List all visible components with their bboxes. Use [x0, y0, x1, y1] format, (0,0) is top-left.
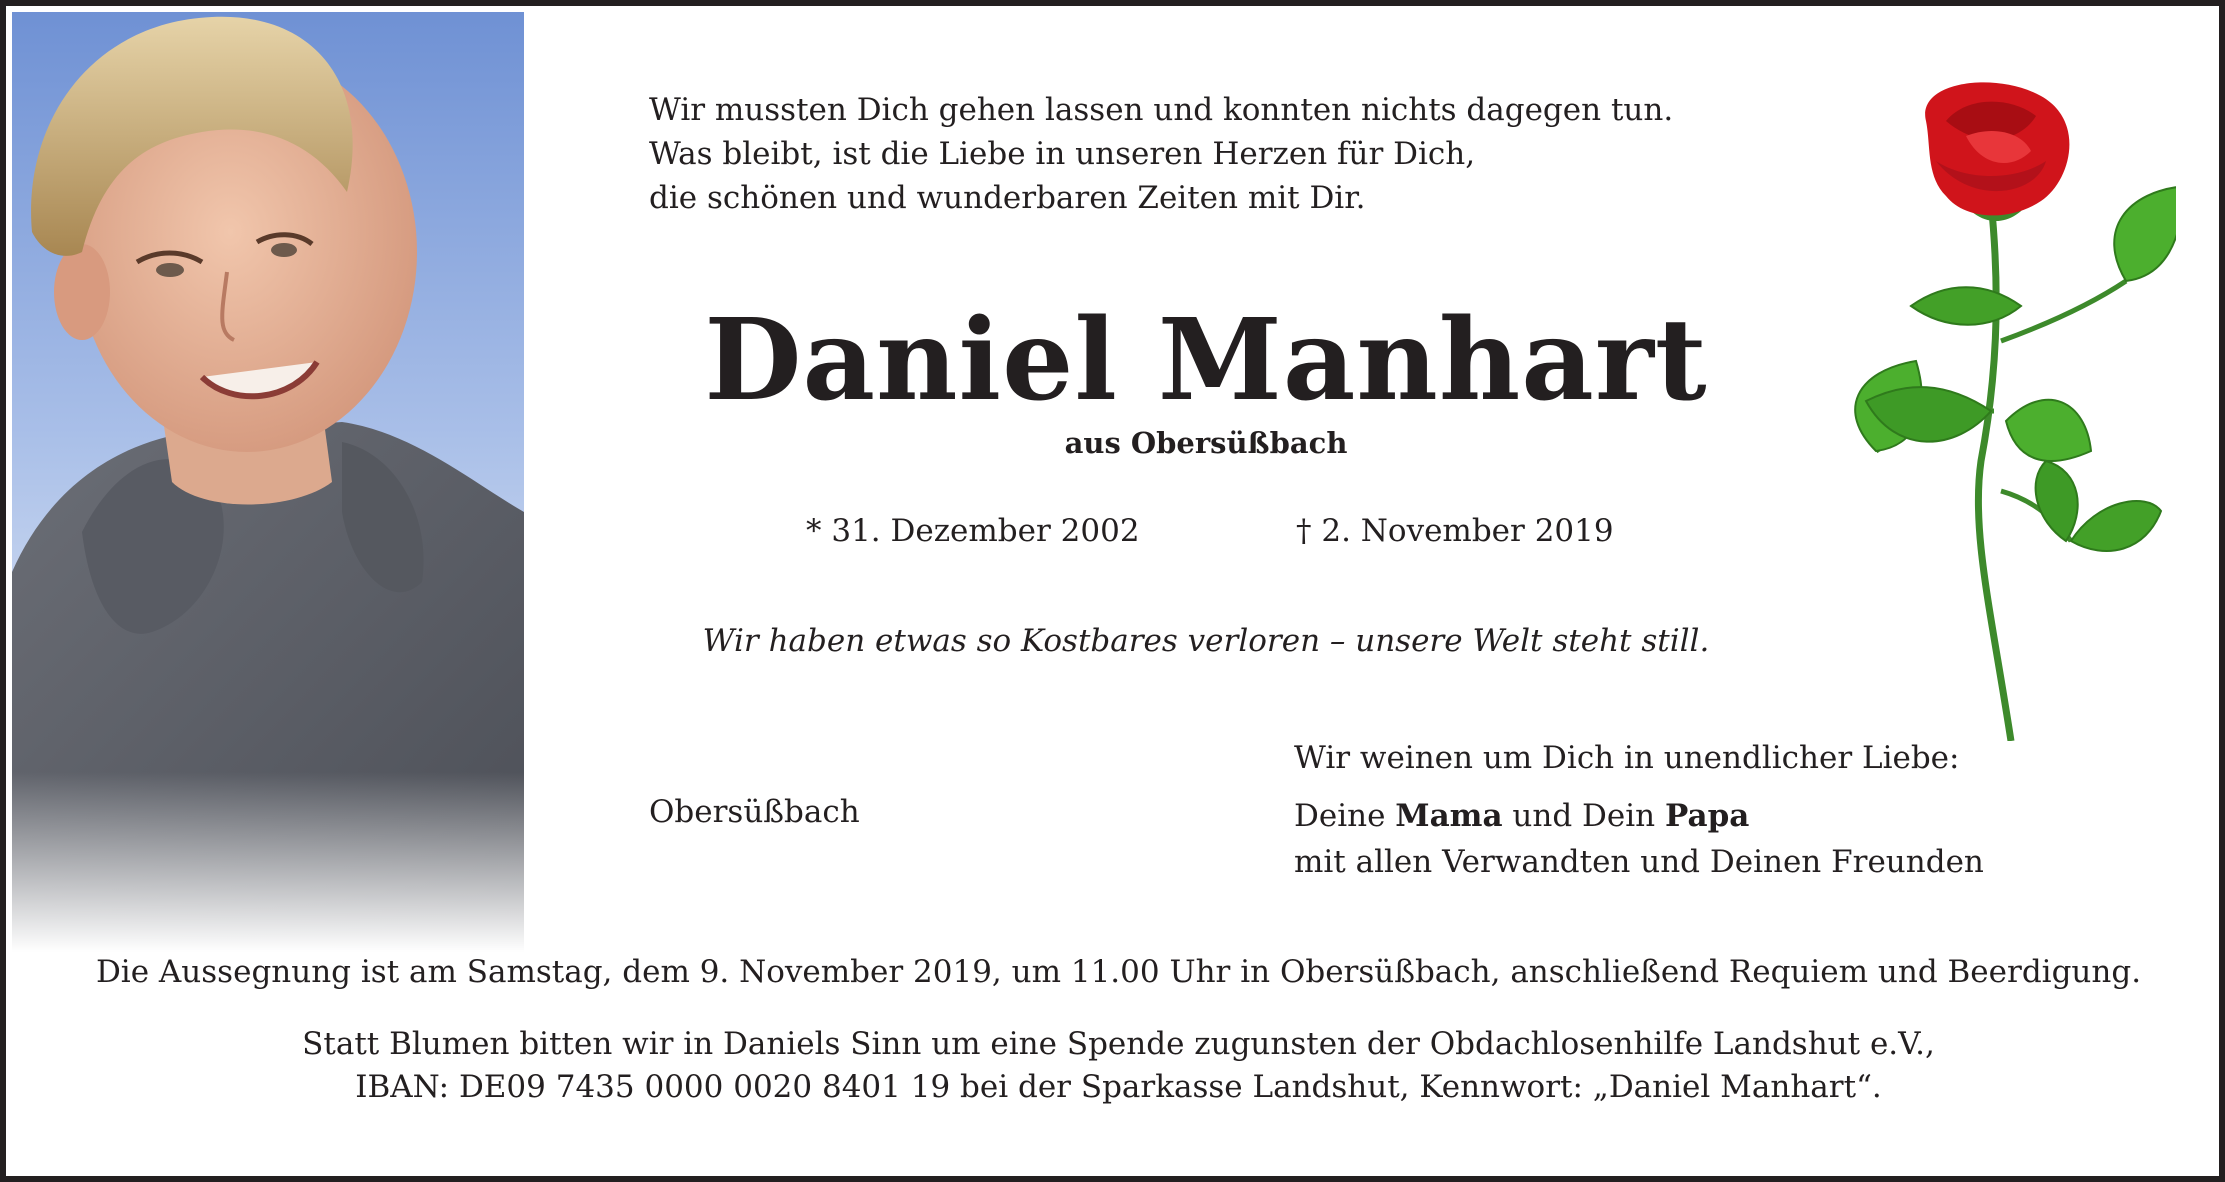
funeral-notice: Die Aussegnung ist am Samstag, dem 9. November 2019, um 11.00 Uhr in Obersüßbach, anschließend Requiem und Beerdigung.	[95, 954, 2142, 990]
donation-iban-line: IBAN: DE09 7435 0000 0020 8401 19 bei der Sparkasse Landshut, Kennwort: „Daniel Manhart“.	[355, 1069, 1882, 1105]
deceased-name: Daniel Manhart	[704, 295, 1708, 426]
mourners-family	[1294, 793, 1984, 839]
mourners-relatives: mit allen Verwandten und Deinen Freunden	[1294, 844, 1984, 880]
death-date: † 2. November 2019	[1296, 513, 1614, 549]
verse-line: die schönen und wunderbaren Zeiten mit Dir.	[649, 180, 1366, 216]
birth-date: * 31. Dezember 2002	[806, 513, 1140, 549]
mourners-block	[1294, 735, 1984, 885]
place-of-residence: Obersüßbach	[649, 794, 860, 830]
opening-verse	[649, 88, 1673, 220]
mourners-intro: Wir weinen um Dich in unendlicher Liebe:	[1294, 740, 1960, 776]
memorial-motto: Wir haben etwas so Kostbares verloren – unsere Welt steht still.	[702, 623, 1710, 659]
portrait-photo	[12, 12, 524, 952]
family-prefix: Deine	[1294, 798, 1396, 834]
family-middle: und Dein	[1502, 798, 1665, 834]
red-rose-icon	[1796, 81, 2176, 741]
deceased-origin: aus Obersüßbach	[1064, 426, 1348, 460]
mama-label: Mama	[1395, 798, 1503, 834]
verse-line: Wir mussten Dich gehen lassen und konnten nichts dagegen tun.	[649, 92, 1674, 128]
papa-label: Papa	[1665, 798, 1750, 834]
verse-line: Was bleibt, ist die Liebe in unseren Herzen für Dich,	[649, 136, 1476, 172]
donation-notice	[26, 1023, 2211, 1109]
donation-line: Statt Blumen bitten wir in Daniels Sinn um eine Spende zugunsten der Obdachlosenhilfe Landshut e.V.,	[302, 1026, 1935, 1062]
